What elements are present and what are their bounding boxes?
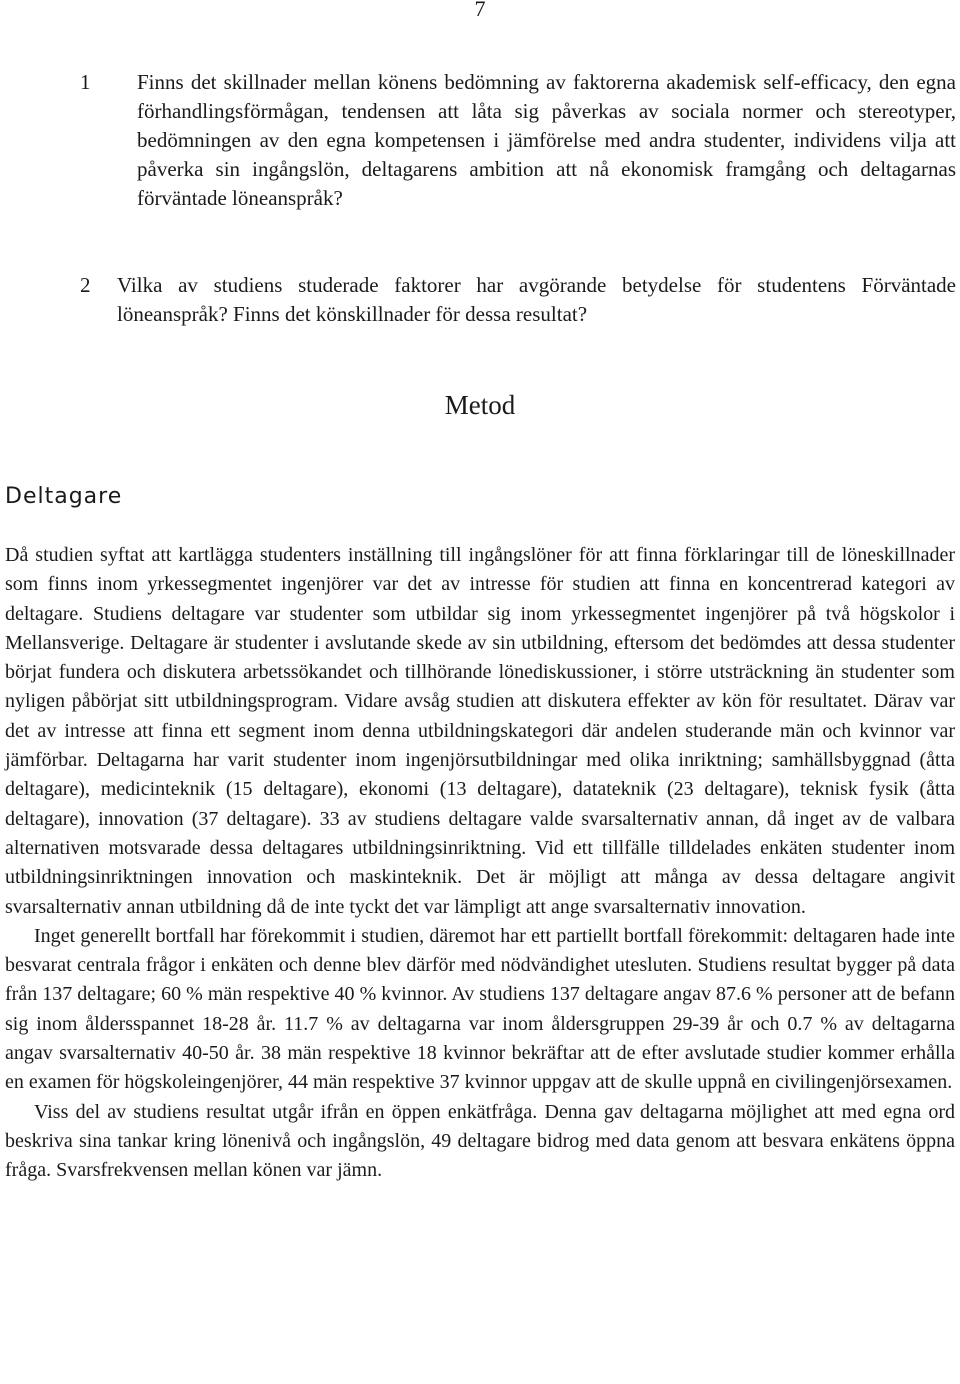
- research-question-1: [80, 68, 956, 213]
- question-text: Vilka av studiens studerade faktorer har avgörande betydelse för studentens Förväntade löneanspråk? Finns det könskillnader för dessa resultat?: [117, 273, 956, 326]
- research-question-2: [80, 271, 956, 329]
- paragraph: Inget generellt bortfall har förekommit i studien, däremot har ett partiellt bortfall förekommit: deltagaren hade inte besvarat centrala frågor i enkäten och denne blev därför med nödvändighet utesluten. Studiens resultat bygger på data från 137 deltagare; 60 % män respektive 40 % kvinnor. Av studiens 137 deltagare angav 87.6 % personer att de befann sig inom åldersspannet 18-28 år. 11.7 % av deltagarna var inom åldersgruppen 29-39 år och 0.7 % av deltagarna angav svarsalternativ 40-50 år. 38 män respektive 18 kvinnor bekräftar att de efter avslutade studier kommer erhålla en examen för högskoleingenjörer, 44 män respektive 37 kvinnor uppgav att de skulle uppnå en civilingenjörsexamen.: [5, 924, 955, 1094]
- question-number: 1: [80, 70, 91, 94]
- question-number: 2: [80, 273, 91, 297]
- question-text: Finns det skillnader mellan könens bedömning av faktorerna akademisk self-efficacy, den egna förhandlingsförmågan, tendensen att låta sig påverkas av sociala normer och stereotyper, bedömningen av den egna kompetensen i jämförelse med andra studenter, individens vilja att påverka sin ingångslön, deltagarens ambition att nå ekonomisk framgång och deltagarnas förväntade löneanspråk?: [137, 70, 956, 210]
- paragraph: Då studien syftat att kartlägga studenters inställning till ingångslöner för att finna förklaringar till de löneskillnader som finns inom yrkessegmentet ingenjörer var det av intresse för studien att finna en koncentrerad kategori av deltagare. Studiens deltagare var studenter som utbildar sig inom yrkessegmentet ingenjörer på två högskolor i Mellansverige. Deltagare är studenter i avslutande skede av sin utbildning, eftersom det bedömdes att dessa studenter börjat fundera och diskutera arbetssökandet och tillhörande lönediskussioner, i större utsträckning än studenter som nyligen påbörjat sitt utbildningsprogram. Vidare avsåg studien att diskutera effekter av kön för resultatet. Därav var det av intresse att finna ett segment inom denna utbildningskategori där andelen studerande män och kvinnor var jämförbar. Deltagarna har varit studenter inom ingenjörsutbildningar med olika inriktning; samhällsbyggnad (åtta deltagare), medicinteknik (15 deltagare), ekonomi (13 deltagare), datateknik (23 deltagare), teknisk fysik (åtta deltagare), innovation (37 deltagare). 33 av studiens deltagare valde svarsalternativ annan, då inget av de valbara alternativen motsvarade dessa deltagares utbildningsinriktning. Vid ett tillfälle tilldelades enkäten studenter inom utbildningsinriktningen innovation och maskinteknik. Det är möjligt att många av dessa deltagare angivit svarsalternativ annan utbildning då de inte tyckt det var lämpligt att ange svarsalternativ innovation.: [5, 544, 955, 918]
- page-number: 7: [474, 0, 486, 21]
- subsection-heading: Deltagare: [5, 484, 123, 509]
- body-text: [5, 541, 955, 1186]
- paragraph: Viss del av studiens resultat utgår ifrån en öppen enkätfråga. Denna gav deltagarna möjlighet att med egna ord beskriva sina tankar kring lönenivå och ingångslön, 49 deltagare bidrog med data genom att besvara enkätens öppna fråga. Svarsfrekvensen mellan könen var jämn.: [5, 1100, 955, 1182]
- section-heading: Metod: [444, 390, 516, 420]
